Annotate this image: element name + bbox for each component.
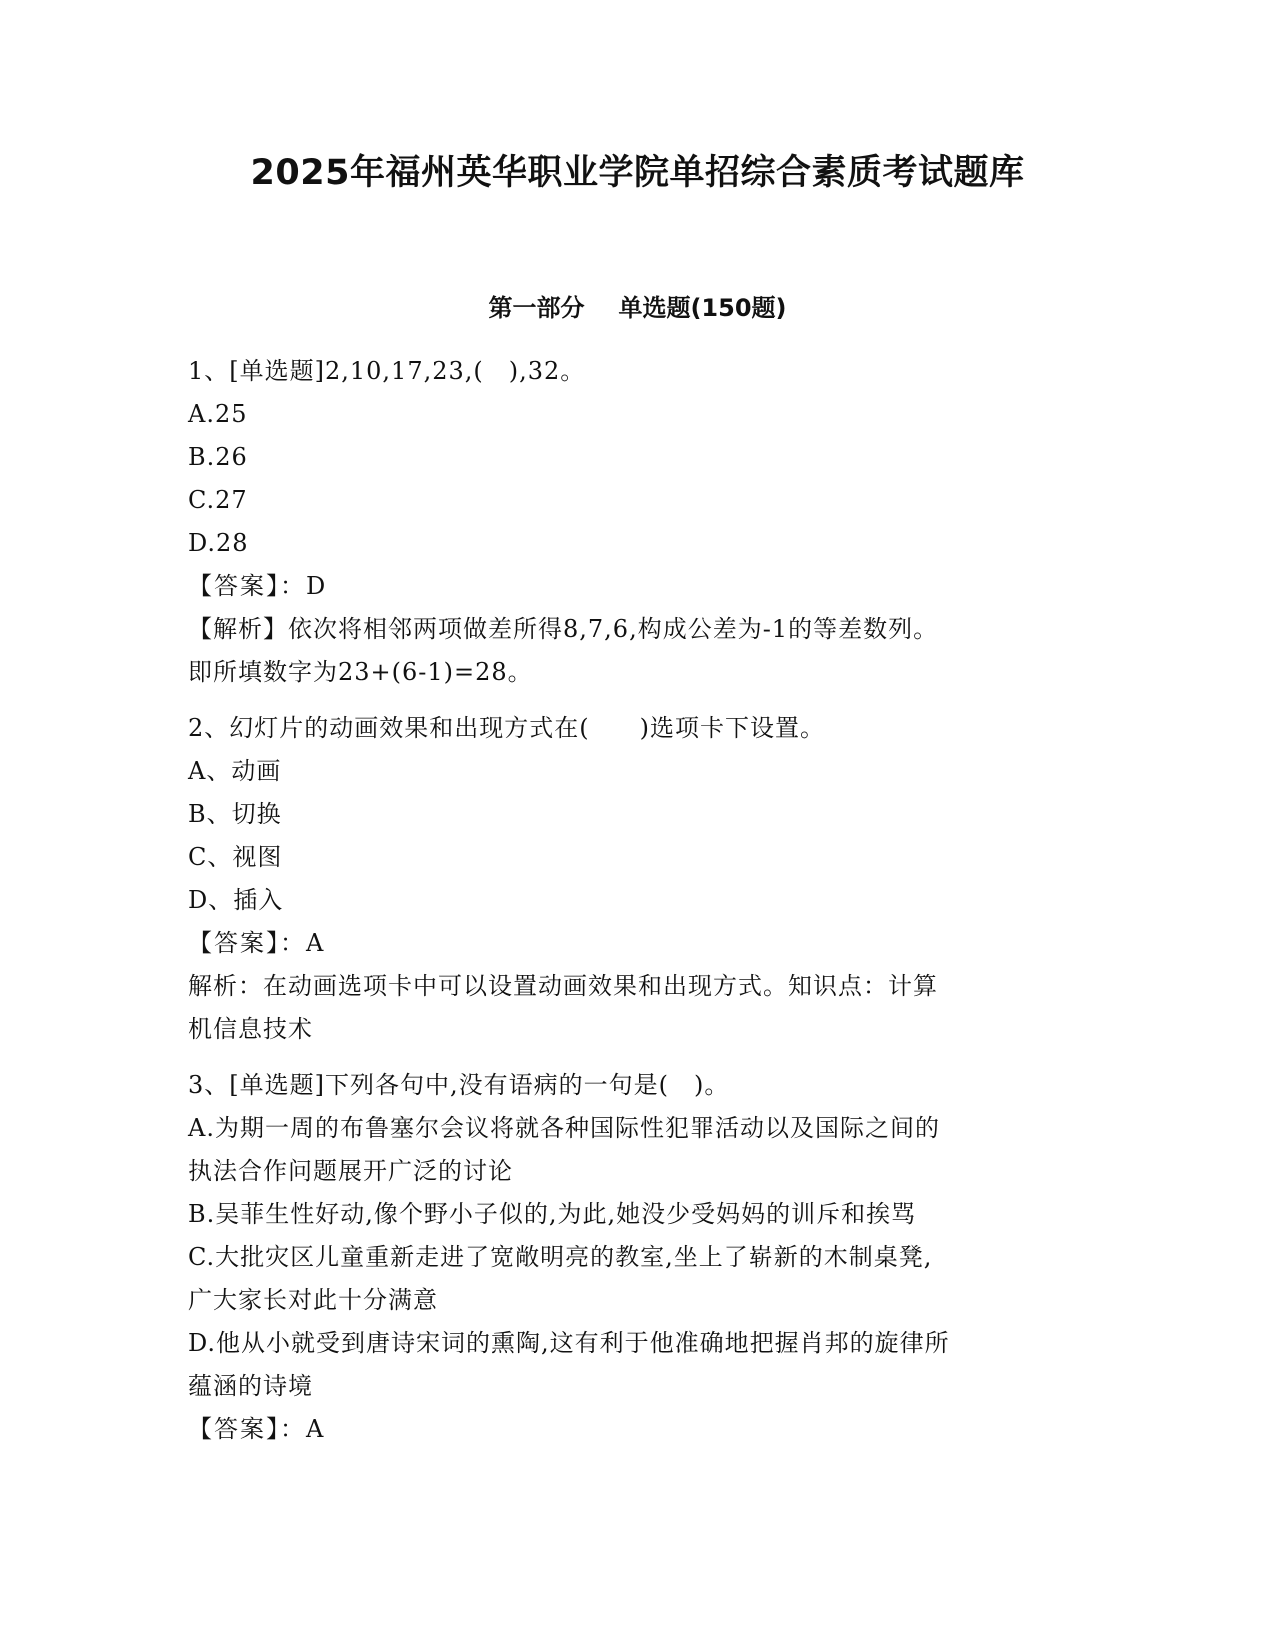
answer-value: A [306,1415,325,1443]
option-d: D.他从小就受到唐诗宋词的熏陶,这有利于他准确地把握肖邦的旋律所 [188,1329,950,1357]
question-stem: 3、[单选题]下列各句中,没有语病的一句是( )。 [188,1071,730,1099]
answer-label: 【答案】： [188,929,306,957]
option-a: A.为期一周的布鲁塞尔会议将就各种国际性犯罪活动以及国际之间的 [188,1114,940,1142]
option-c: C.大批灾区儿童重新走进了宽敞明亮的教室,坐上了崭新的木制桌凳, [188,1243,933,1271]
answer-label: 【答案】： [188,1415,306,1443]
analysis-line: 即所填数字为23+(6-1)=28。 [188,658,533,686]
question-1 [188,350,1088,694]
answer-line [188,922,1088,965]
answer-value: A [306,929,325,957]
analysis-line: 解析：在动画选项卡中可以设置动画效果和出现方式。知识点：计算 [188,972,938,1000]
question-3 [188,1064,1088,1451]
option-a: A.25 [188,400,248,428]
analysis-line: 机信息技术 [188,1015,313,1043]
analysis-line: 【解析】依次将相邻两项做差所得8,7,6,构成公差为-1的等差数列。 [188,615,939,643]
option-d-continued: 蕴涵的诗境 [188,1372,313,1400]
answer-line [188,1408,1088,1451]
section-heading [0,290,1275,326]
option-c-continued: 广大家长对此十分满意 [188,1286,438,1314]
question-2 [188,707,1088,1051]
option-c: C、视图 [188,843,283,871]
option-a: A、动画 [188,757,282,785]
option-b: B.吴菲生性好动,像个野小子似的,为此,她没少受妈妈的训斥和挨骂 [188,1200,917,1228]
answer-label: 【答案】： [188,572,306,600]
question-stem: 2、幻灯片的动画效果和出现方式在( )选项卡下设置。 [188,714,825,742]
question-list [188,350,1088,1451]
question-stem: 1、[单选题]2,10,17,23,( ),32。 [188,357,586,385]
option-b: B、切换 [188,800,282,828]
section-part: 第一部分 [488,294,585,322]
answer-value: D [306,572,327,600]
option-b: B.26 [188,443,248,471]
answer-line [188,565,1088,608]
option-a-continued: 执法合作问题展开广泛的讨论 [188,1157,513,1185]
section-name: 单选题(150题) [618,294,787,322]
option-d: D、插入 [188,886,284,914]
option-d: D.28 [188,529,249,557]
option-c: C.27 [188,486,248,514]
document-title: 2025年福州英华职业学院单招综合素质考试题库 [250,153,1025,193]
